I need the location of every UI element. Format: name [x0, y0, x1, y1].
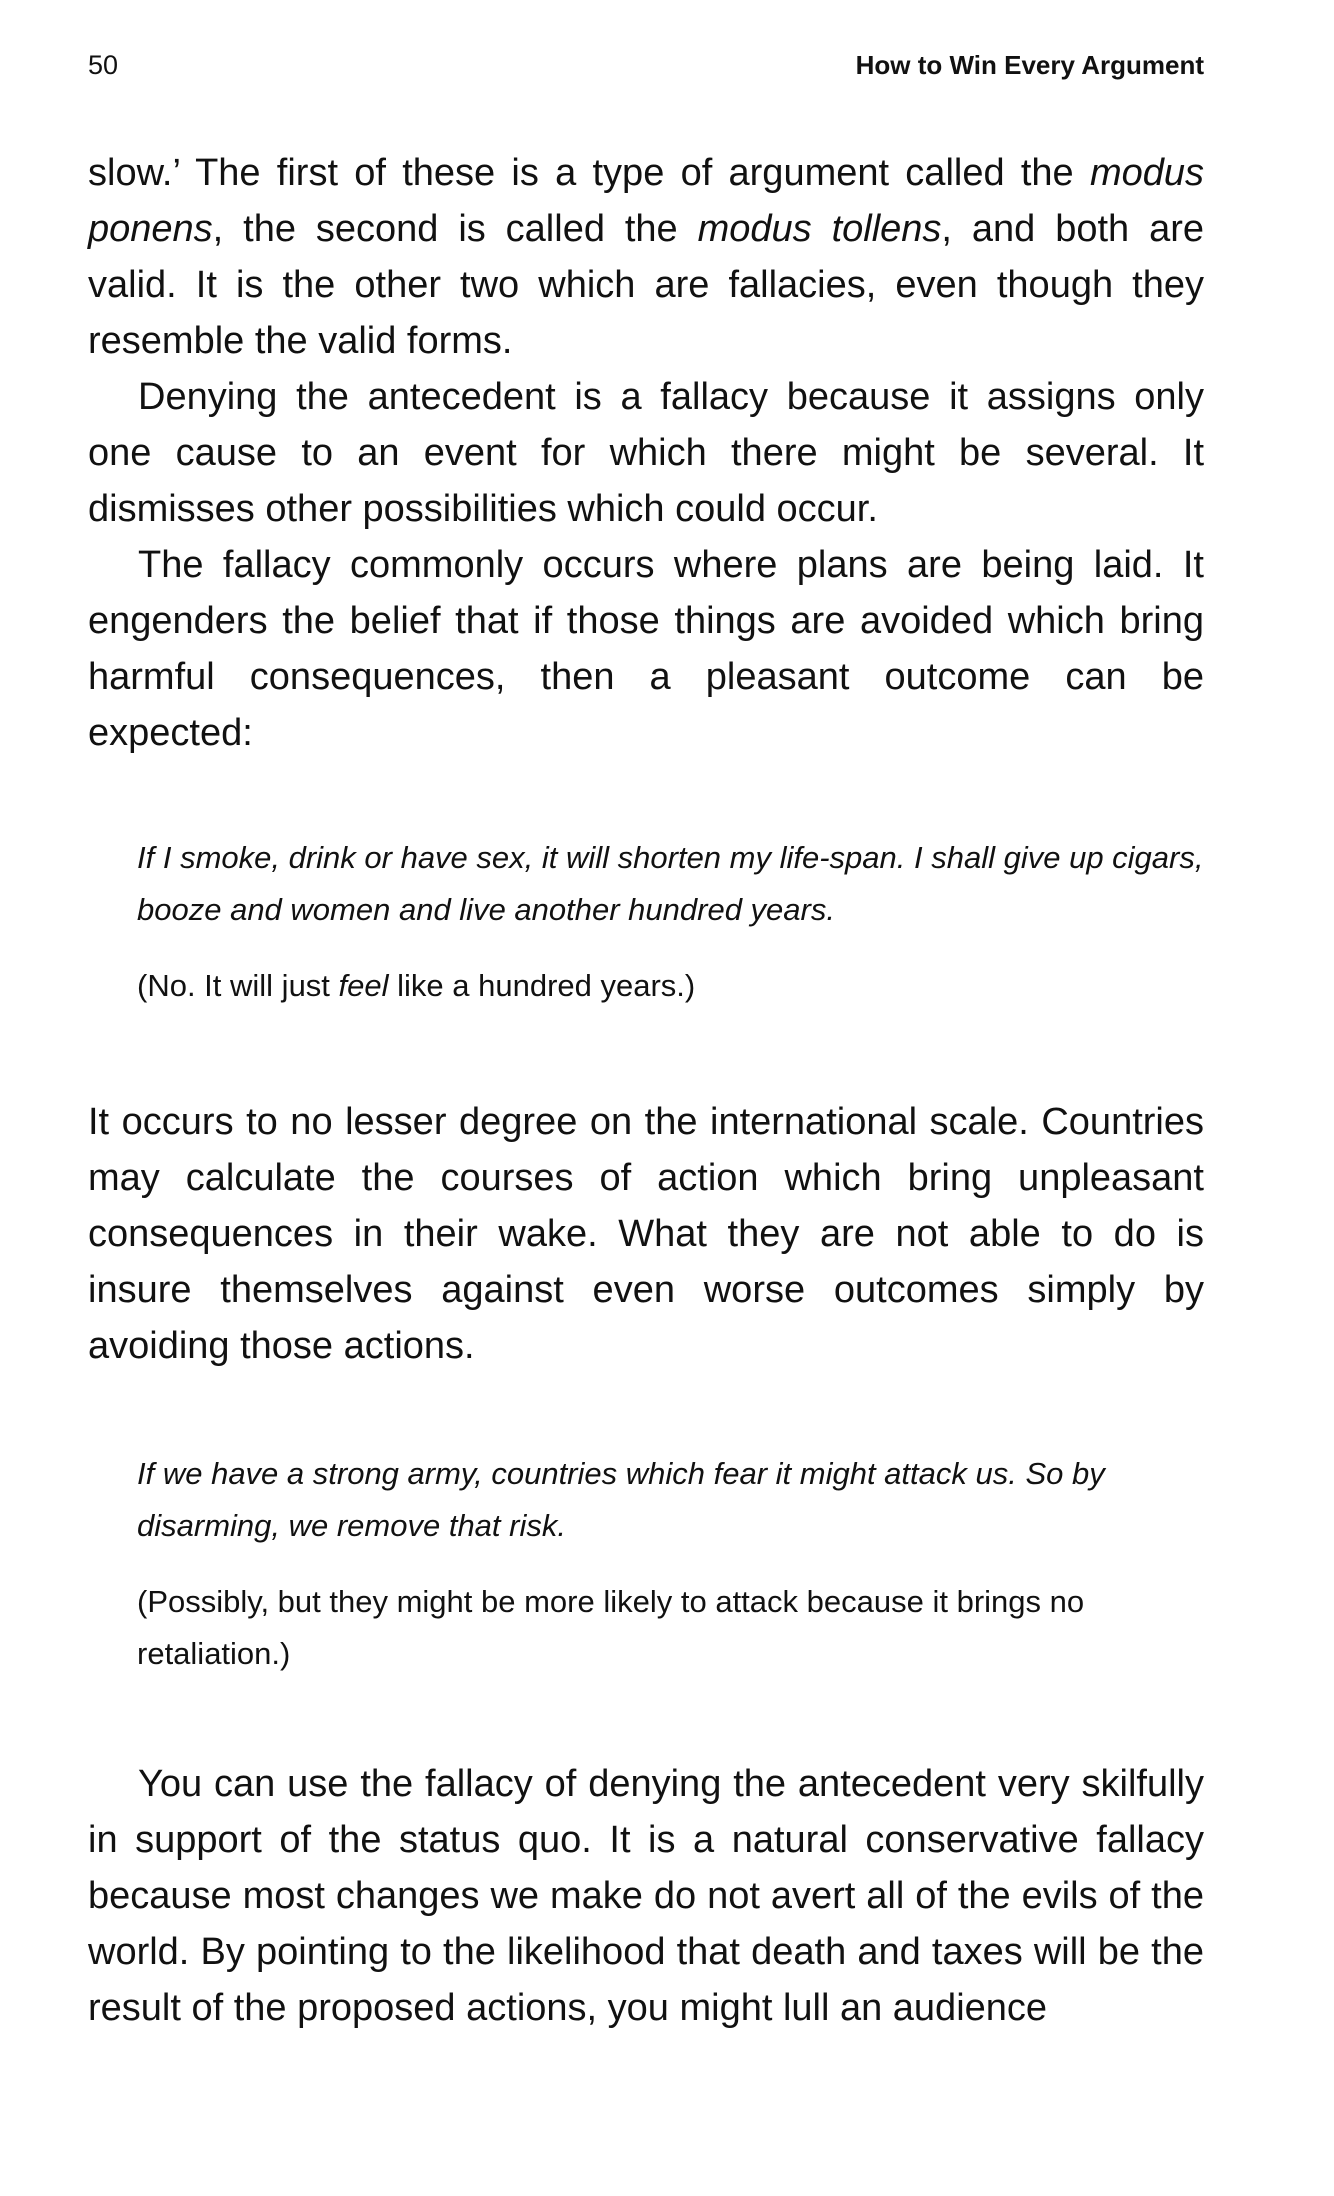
- paragraph-plans-laid: The fallacy commonly occurs where plans are being laid. It engenders the belief that if those things are avoided which bring harmful consequences, then a pleasant outcome can be expected:: [88, 544, 1204, 754]
- quote-example: If we have a strong army, countries which fear it might attack us. So by disarming, we remove that risk.: [137, 1456, 1105, 1543]
- quote-comment: (No. It will just feel like a hundred years.): [137, 968, 696, 1003]
- term-modus-ponens: modus ponens: [88, 152, 1204, 250]
- example-quote-army: [137, 1448, 1204, 1680]
- quote-comment: (Possibly, but they might be more likely to attack because it brings no retaliation.): [137, 1584, 1085, 1671]
- example-quote-health: [137, 832, 1204, 1012]
- emphasis: feel: [338, 968, 389, 1003]
- paragraph-modus-forms: [88, 145, 1204, 369]
- paragraph-text: , the second is called the: [212, 208, 698, 250]
- paragraph-status-quo: You can use the fallacy of denying the antecedent very skilfully in support of the status quo. It is a natural conservative fallacy because most changes we make do not avert all of the evils of the world. By pointing to the likelihood that death and taxes will be the result of the proposed actions, you might lull an audience: [88, 1763, 1204, 2029]
- term-modus-tollens: modus tollens: [697, 208, 942, 250]
- page-number: 50: [88, 50, 119, 80]
- paragraph-international: It occurs to no lesser degree on the international scale. Countries may calculate the courses of action which bring unpleasant consequences in their wake. What they are not able to do is insure themselves against even worse outcomes simply by avoiding those actions.: [88, 1101, 1204, 1367]
- running-header: [88, 50, 1204, 90]
- paragraph-text: , and both are valid. It is the other two which are fallacies, even though they resemble the valid forms.: [88, 208, 1204, 362]
- paragraph-text: slow.’ The first of these is a type of argument called the: [88, 152, 1090, 194]
- book-title: How to Win Every Argument: [855, 50, 1204, 80]
- quote-example: If I smoke, drink or have sex, it will shorten my life-span. I shall give up cigars, booze and women and live another hundred years.: [137, 840, 1204, 927]
- paragraph-denying-antecedent: Denying the antecedent is a fallacy because it assigns only one cause to an event for which there might be several. It dismisses other possibilities which could occur.: [88, 376, 1204, 530]
